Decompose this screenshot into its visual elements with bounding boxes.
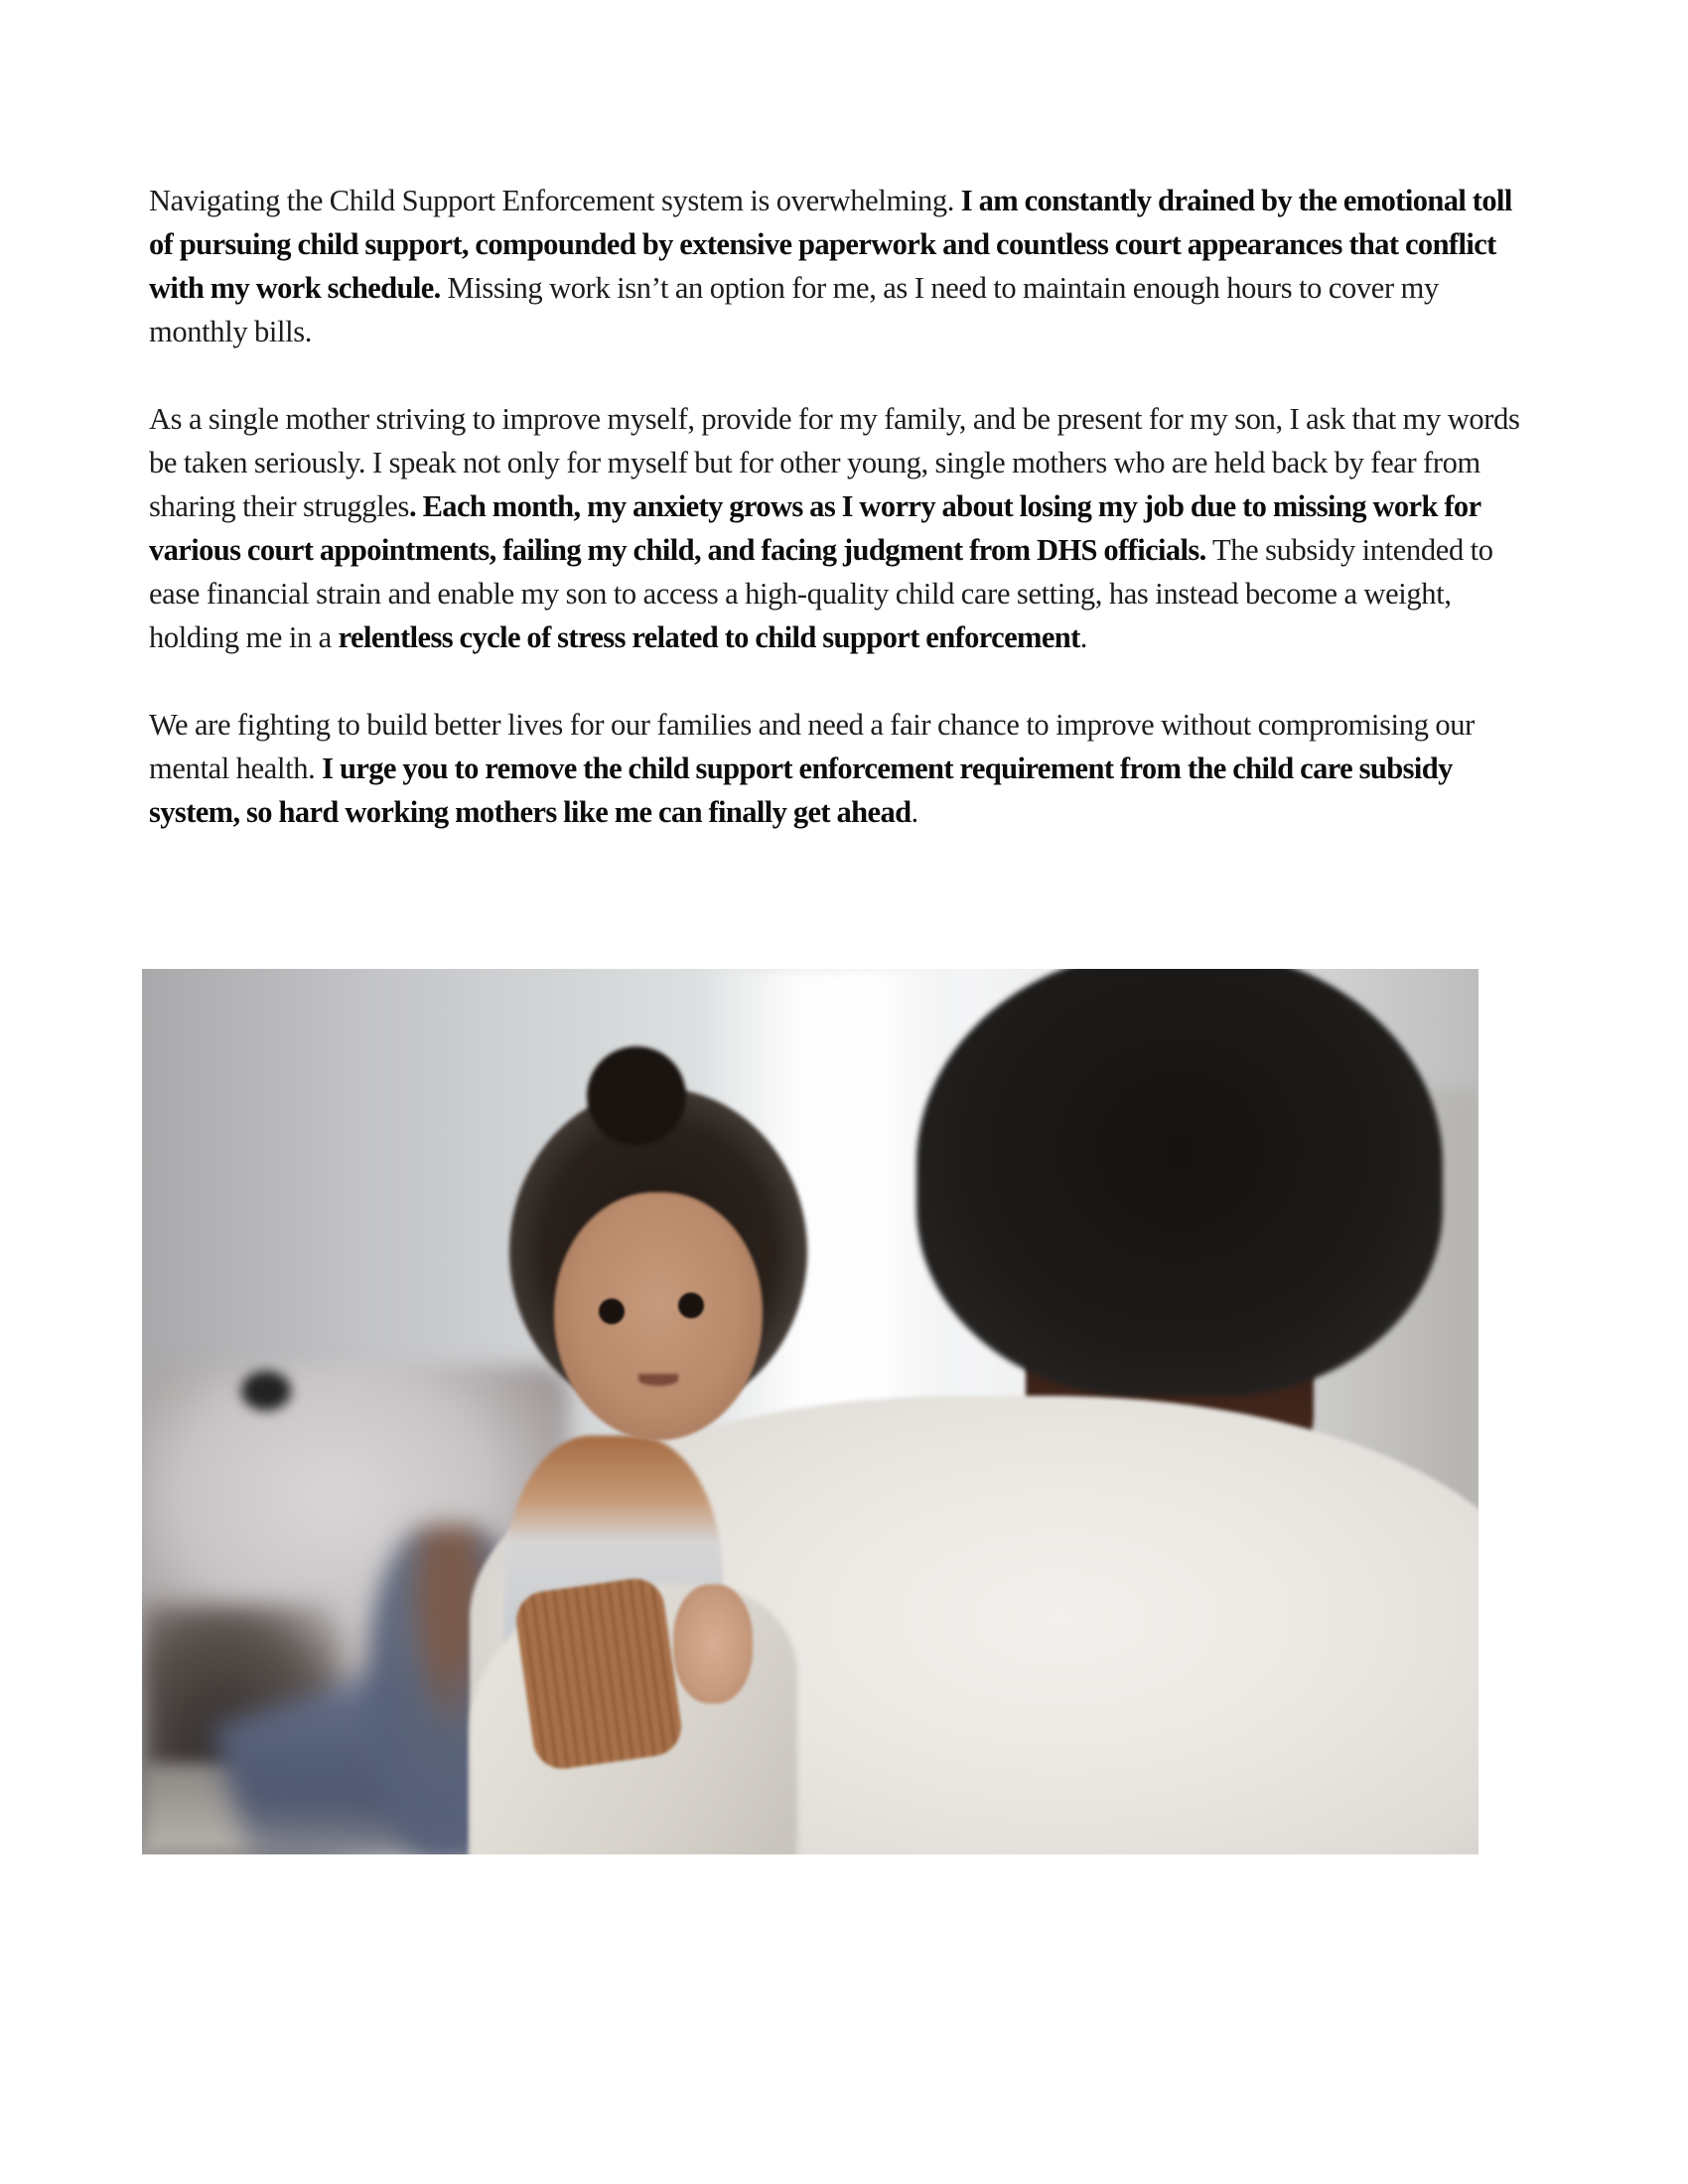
text-segment: The subsidy intended to ease financial strain and enable my son to access a high-quality child care setting, has instead become a weight, holding me in a <box>149 533 1493 654</box>
text-segment-bold: relentless cycle of stress related to child support enforcement <box>338 620 1080 654</box>
child-hair-bun <box>587 1046 686 1146</box>
blurred-sofa-detail <box>241 1371 291 1411</box>
child-knit-sleeve <box>512 1574 685 1772</box>
paragraph-2 <box>149 397 1534 659</box>
mother-hair <box>916 969 1443 1396</box>
child-hand <box>673 1584 753 1704</box>
paragraph-1 <box>149 179 1534 353</box>
text-segment: . <box>911 795 918 829</box>
text-segment-bold: I urge you to remove the child support enforcement requirement from the child care subsidy system, so hard working mothers like me can finally get ahead <box>149 751 1453 829</box>
mother-holding-child-photo <box>142 969 1478 1854</box>
text-segment: . <box>1079 620 1087 654</box>
child-mouth <box>638 1374 678 1386</box>
child-left-eye <box>599 1298 625 1324</box>
child-face <box>554 1192 763 1440</box>
text-segment: Missing work isn’t an option for me, as I need to maintain enough hours to cover my monthly bills. <box>149 271 1439 348</box>
letter-body <box>149 179 1534 878</box>
text-segment: We are fighting to build better lives for our families and need a fair chance to improve without compromising our mental health. <box>149 708 1475 785</box>
text-segment: Navigating the Child Support Enforcement system is overwhelming. <box>149 184 961 217</box>
child-right-eye <box>678 1293 704 1318</box>
paragraph-3 <box>149 703 1534 834</box>
text-segment: As a single mother striving to improve myself, provide for my family, and be present for my son, I ask that my words be taken seriously. I speak not only for myself but for other young, single mothers who are held back by fear from sharing their struggles <box>149 402 1520 523</box>
text-segment-bold: I am constantly drained by the emotional toll of pursuing child support, compounded by extensive paperwork and countless court appearances that conflict with my work schedule. <box>149 184 1512 305</box>
text-segment-bold: . Each month, my anxiety grows as I worry about losing my job due to missing work for various court appointments, failing my child, and facing judgment from DHS officials. <box>149 489 1480 567</box>
